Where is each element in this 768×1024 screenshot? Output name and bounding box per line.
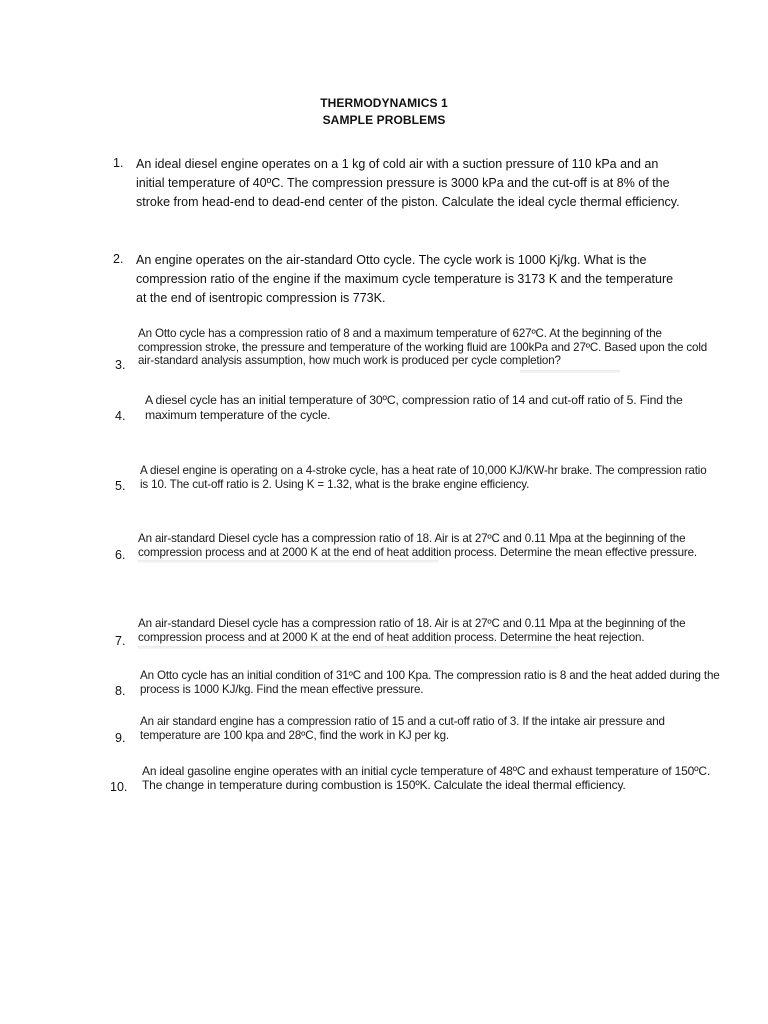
problem-number: 8. <box>115 684 126 698</box>
problem-number: 5. <box>115 479 126 493</box>
problem-text: An ideal gasoline engine operates with an initial cycle temperature of 48ºC and exhaust temperature of 150ºC. The change in temperature during combustion is 150ºK. Calculate the ideal thermal efficiency. <box>142 764 711 792</box>
problem-number: 9. <box>115 731 126 745</box>
document-subtitle: SAMPLE PROBLEMS <box>322 113 446 127</box>
problem-number: 4. <box>115 409 126 423</box>
problem-text: An ideal diesel engine operates on a 1 kg of cold air with a suction pressure of 110 kPa and an initial temperature of 40ºC. The compression pressure is 3000 kPa and the cut-off is at 8% of the stroke from head-end to dead-end center of the piston. Calculate the ideal cycle thermal efficiency. <box>136 157 680 209</box>
problem-text: An engine operates on the air-standard Otto cycle. The cycle work is 1000 Kj/kg. What is the compression ratio of the engine if the maximum cycle temperature is 3173 K and the temperature at the end of isentropic compression is 773K. <box>136 253 674 305</box>
problem-number: 1. <box>113 156 124 170</box>
problem-number: 10. <box>110 780 128 794</box>
document-title: THERMODYNAMICS 1 <box>320 96 448 110</box>
problem-text: An air-standard Diesel cycle has a compression ratio of 18. Air is at 27ºC and 0.11 Mpa at the beginning of the compression process and at 2000 K at the end of heat addition process. Determine the heat rejection. <box>138 617 686 644</box>
problem-text: An Otto cycle has a compression ratio of 8 and a maximum temperature of 627ºC. At the beginning of the compression stroke, the pressure and temperature of the working fluid are 100kPa and 27ºC. Based upon the cold air-standard analysis assumption, how much work is produced per cycle completion? <box>138 327 708 367</box>
problem-text: An air-standard Diesel cycle has a compression ratio of 18. Air is at 27ºC and 0.11 Mpa at the beginning of the compression process and at 2000 K at the end of heat addition process. Determine the mean effective pressure. <box>138 532 697 559</box>
problem-number: 3. <box>115 358 126 372</box>
scan-artifact <box>138 646 558 649</box>
problem-text: A diesel engine is operating on a 4-stroke cycle, has a heat rate of 10,000 KJ/KW-hr brake. The compression ratio is 10. The cut-off ratio is 2. Using K = 1.32, what is the brake engine efficiency. <box>140 464 707 491</box>
problem-text: A diesel cycle has an initial temperature of 30ºC, compression ratio of 14 and cut-off ratio of 5. Find the maximum temperature of the cycle. <box>145 393 683 422</box>
scan-artifact <box>138 560 438 563</box>
problem-text: An Otto cycle has an initial condition of 31ºC and 100 Kpa. The compression ratio is 8 and the heat added during the process is 1000 KJ/kg. Find the mean effective pressure. <box>140 669 720 696</box>
problem-number: 6. <box>115 548 126 562</box>
problem-number: 7. <box>115 634 126 648</box>
scan-artifact <box>520 370 620 373</box>
problem-text: An air standard engine has a compression ratio of 15 and a cut-off ratio of 3. If the intake air pressure and temperature are 100 kpa and 28ºC, find the work in KJ per kg. <box>140 715 665 742</box>
problem-number: 2. <box>113 252 124 266</box>
